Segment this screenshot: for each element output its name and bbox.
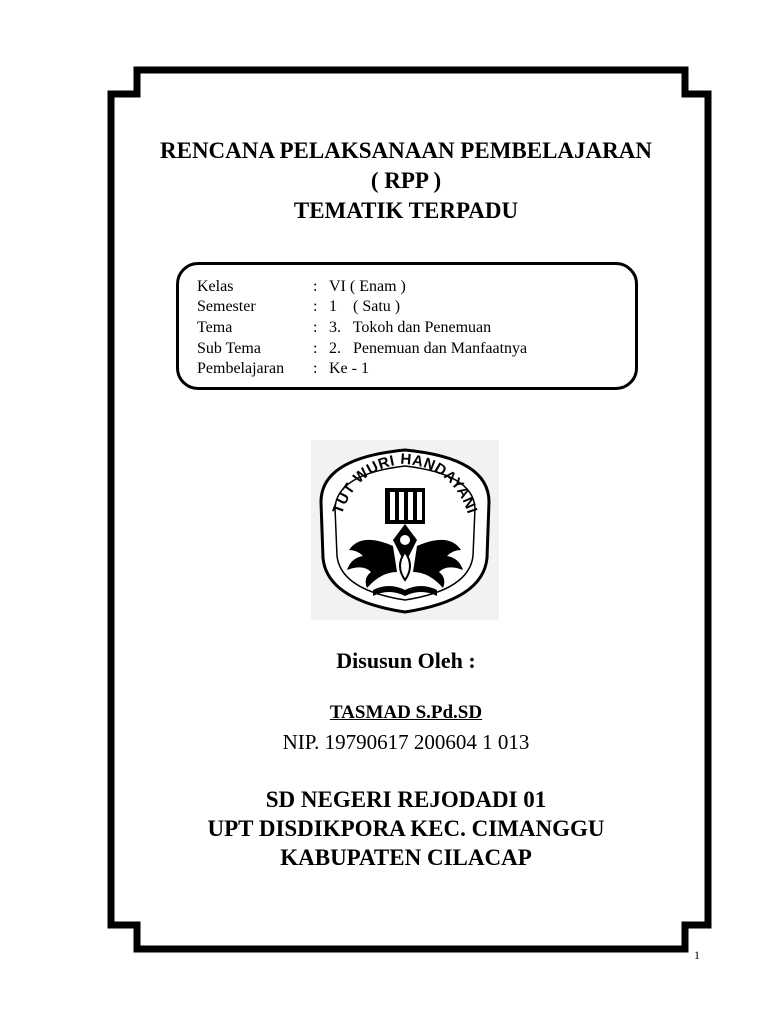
school-block [112, 785, 700, 872]
author-name-text: TASMAD S.Pd.SD [329, 702, 483, 723]
info-label: Pembelajaran [197, 360, 285, 377]
author-heading: Disusun Oleh : [336, 648, 476, 673]
info-colon: : [313, 298, 318, 315]
title-line-1: RENCANA PELAKSANAAN PEMBELAJARAN [160, 138, 652, 163]
page-number: 1 [694, 948, 700, 962]
title-line-2: ( RPP ) [370, 168, 442, 193]
info-row-pembelajaran [197, 359, 369, 379]
info-colon: : [313, 319, 318, 336]
info-colon: : [313, 278, 318, 295]
info-value: 2. Penemuan dan Manfaatnya [329, 340, 528, 357]
info-row-tema [197, 318, 491, 338]
info-value: Ke - 1 [329, 360, 369, 377]
tut-wuri-handayani-logo [311, 440, 499, 620]
title-line-3: TEMATIK TERPADU [293, 198, 519, 223]
school-line-2: UPT DISDIKPORA KEC. CIMANGGU [207, 816, 605, 841]
info-box [176, 262, 638, 390]
info-label: Tema [197, 319, 233, 336]
info-value: 1 ( Satu ) [329, 298, 401, 315]
info-row-sub-tema [197, 339, 527, 359]
document-title [112, 136, 700, 226]
info-label: Kelas [197, 278, 234, 295]
author-name [112, 702, 700, 724]
school-line-1: SD NEGERI REJODADI 01 [265, 787, 547, 812]
info-label: Sub Tema [197, 340, 261, 357]
info-row-semester [197, 297, 400, 317]
info-label: Semester [197, 298, 256, 315]
info-value: VI ( Enam ) [329, 278, 406, 295]
info-value: 3. Tokoh dan Penemuan [329, 319, 492, 336]
school-line-3: KABUPATEN CILACAP [280, 845, 532, 870]
info-colon: : [313, 360, 318, 377]
logo-motto: TUT WURI HANDAYANI [329, 450, 481, 517]
info-colon: : [313, 340, 318, 357]
author-nip: NIP. 19790617 200604 1 013 [282, 730, 530, 754]
info-row-kelas [197, 277, 406, 297]
